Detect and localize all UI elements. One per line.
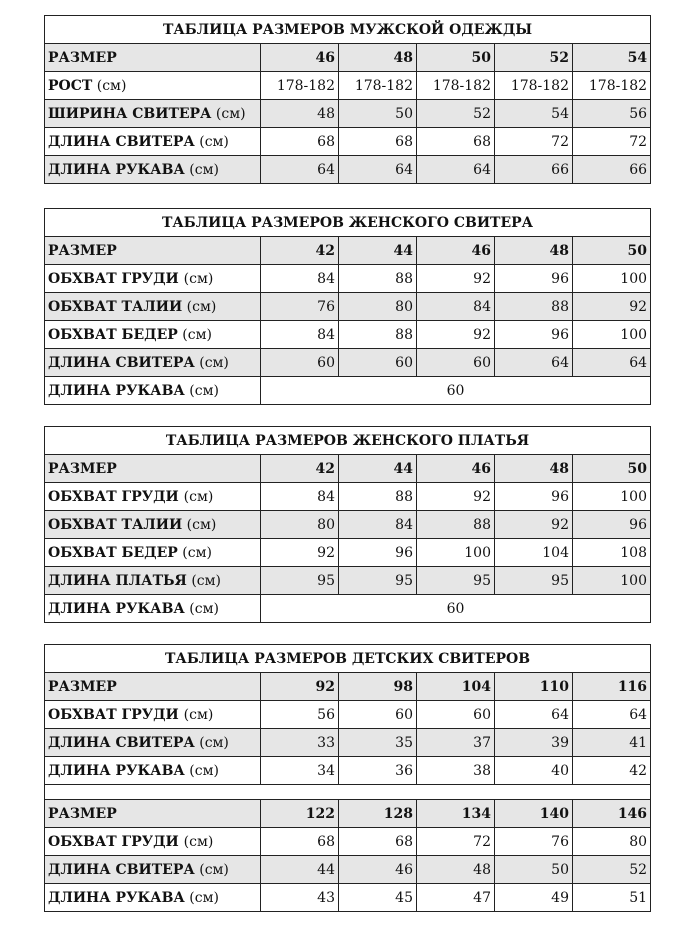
row-unit: (см) [199,734,229,751]
value-cell: 48 [495,237,573,265]
value-cell: 146 [573,800,651,828]
row-label-cell [45,884,261,912]
row-label-cell [45,595,261,623]
value-cell: 56 [573,100,651,128]
value-cell: 60 [339,701,417,729]
row-label: РАЗМЕР [48,805,117,822]
value-cell: 64 [339,156,417,184]
table-row [45,72,651,100]
value-cell: 47 [417,884,495,912]
value-cell: 100 [573,265,651,293]
value-cell: 95 [339,567,417,595]
value-cell: 37 [417,729,495,757]
row-unit: (см) [199,861,229,878]
row-label: РАЗМЕР [48,242,117,259]
row-label: ШИРИНА СВИТЕРА [48,105,212,122]
value-cell: 92 [261,673,339,701]
value-cell: 60 [339,349,417,377]
row-label-cell [45,539,261,567]
value-cell: 108 [573,539,651,567]
row-unit: (см) [199,133,229,150]
row-unit: (см) [182,326,212,343]
value-cell: 110 [495,673,573,701]
row-label-cell [45,828,261,856]
table-row [45,511,651,539]
value-cell: 40 [495,757,573,785]
value-cell: 178-182 [261,72,339,100]
value-cell: 68 [261,128,339,156]
row-unit: (см) [96,77,127,94]
value-cell: 96 [573,511,651,539]
value-cell: 100 [573,567,651,595]
value-cell: 72 [495,128,573,156]
value-cell: 43 [261,884,339,912]
row-label: ОБХВАТ ГРУДИ [48,270,184,287]
table-row [45,757,651,785]
size-header-row [45,800,651,828]
row-label: ДЛИНА ПЛАТЬЯ [48,572,187,589]
row-unit: (см) [189,600,219,617]
table-row [45,729,651,757]
table-row [45,701,651,729]
table-row [45,539,651,567]
value-cell: 33 [261,729,339,757]
value-cell: 84 [417,293,495,321]
value-cell: 35 [339,729,417,757]
table-title: ТАБЛИЦА РАЗМЕРОВ ЖЕНСКОГО ПЛАТЬЯ [45,427,651,455]
table-title-row [45,427,651,455]
row-label: ДЛИНА РУКАВА [48,382,185,399]
row-label: ДЛИНА РУКАВА [48,600,185,617]
table-row [45,856,651,884]
row-label: РОСТ [48,77,93,94]
value-cell: 50 [417,44,495,72]
women-sweater-size-table [44,208,651,405]
value-cell: 64 [495,701,573,729]
table-row [45,884,651,912]
value-cell: 34 [261,757,339,785]
table-row [45,595,651,623]
value-cell: 64 [417,156,495,184]
value-cell: 100 [573,321,651,349]
table-row [45,321,651,349]
table-row [45,100,651,128]
table-row [45,265,651,293]
value-cell: 64 [495,349,573,377]
value-cell: 96 [495,483,573,511]
value-cell: 51 [573,884,651,912]
row-label: ДЛИНА СВИТЕРА [48,861,195,878]
table-title: ТАБЛИЦА РАЗМЕРОВ ДЕТСКИХ СВИТЕРОВ [45,645,651,673]
value-cell: 84 [261,483,339,511]
men-size-table [44,15,651,184]
value-cell: 116 [573,673,651,701]
row-label: ОБХВАТ ТАЛИИ [48,298,183,315]
value-cell: 45 [339,884,417,912]
row-label-cell [45,511,261,539]
table-row [45,156,651,184]
merged-value-cell: 60 [261,595,651,623]
value-cell: 50 [573,237,651,265]
value-cell: 68 [339,828,417,856]
row-unit: (см) [189,161,219,178]
table-row [45,293,651,321]
value-cell: 96 [495,321,573,349]
value-cell: 66 [495,156,573,184]
table-row [45,349,651,377]
table-title: ТАБЛИЦА РАЗМЕРОВ МУЖСКОЙ ОДЕЖДЫ [45,16,651,44]
women-dress-size-table [44,426,651,623]
value-cell: 84 [261,265,339,293]
row-label: ДЛИНА СВИТЕРА [48,734,195,751]
row-unit: (см) [186,516,217,533]
value-cell: 48 [261,100,339,128]
value-cell: 36 [339,757,417,785]
row-label-cell [45,377,261,405]
row-label: ДЛИНА СВИТЕРА [48,133,195,150]
size-header-row [45,237,651,265]
row-label: ДЛИНА РУКАВА [48,161,185,178]
row-label-cell [45,757,261,785]
value-cell: 50 [573,455,651,483]
kids-sweater-size-table [44,644,651,912]
table-row [45,483,651,511]
row-unit: (см) [182,544,212,561]
value-cell: 88 [339,483,417,511]
row-label-cell [45,856,261,884]
value-cell: 72 [417,828,495,856]
row-label-cell [45,673,261,701]
value-cell: 76 [261,293,339,321]
value-cell: 60 [417,701,495,729]
value-cell: 140 [495,800,573,828]
value-cell: 178-182 [339,72,417,100]
row-label: ОБХВАТ ТАЛИИ [48,516,183,533]
value-cell: 95 [417,567,495,595]
value-cell: 95 [261,567,339,595]
row-label-cell [45,800,261,828]
row-label: ОБХВАТ ГРУДИ [48,833,184,850]
value-cell: 60 [417,349,495,377]
value-cell: 104 [495,539,573,567]
value-cell: 92 [417,483,495,511]
size-header-row [45,673,651,701]
row-unit: (см) [183,706,214,723]
row-unit: (см) [183,270,214,287]
merged-value-cell: 60 [261,377,651,405]
value-cell: 46 [261,44,339,72]
value-cell: 178-182 [417,72,495,100]
value-cell: 96 [339,539,417,567]
table-spacer-row [45,785,651,800]
row-unit: (см) [189,382,219,399]
value-cell: 50 [339,100,417,128]
value-cell: 92 [495,511,573,539]
value-cell: 48 [417,856,495,884]
value-cell: 84 [339,511,417,539]
value-cell: 38 [417,757,495,785]
table-row [45,128,651,156]
row-label-cell [45,237,261,265]
value-cell: 92 [261,539,339,567]
value-cell: 44 [261,856,339,884]
value-cell: 178-182 [573,72,651,100]
value-cell: 60 [261,349,339,377]
value-cell: 52 [495,44,573,72]
value-cell: 44 [339,237,417,265]
value-cell: 46 [339,856,417,884]
row-label: ОБХВАТ БЕДЕР [48,326,178,343]
row-unit: (см) [183,488,214,505]
row-label: ДЛИНА РУКАВА [48,762,185,779]
value-cell: 48 [339,44,417,72]
value-cell: 41 [573,729,651,757]
value-cell: 68 [417,128,495,156]
row-label: ОБХВАТ ГРУДИ [48,488,184,505]
value-cell: 46 [417,455,495,483]
value-cell: 39 [495,729,573,757]
table-row [45,567,651,595]
row-label: ОБХВАТ БЕДЕР [48,544,178,561]
value-cell: 50 [495,856,573,884]
row-label-cell [45,729,261,757]
value-cell: 42 [261,237,339,265]
value-cell: 128 [339,800,417,828]
value-cell: 88 [495,293,573,321]
value-cell: 134 [417,800,495,828]
value-cell: 96 [495,265,573,293]
row-label-cell [45,100,261,128]
row-label: ДЛИНА РУКАВА [48,889,185,906]
row-label-cell [45,483,261,511]
value-cell: 64 [573,701,651,729]
value-cell: 100 [417,539,495,567]
table-title: ТАБЛИЦА РАЗМЕРОВ ЖЕНСКОГО СВИТЕРА [45,209,651,237]
value-cell: 54 [573,44,651,72]
value-cell: 95 [495,567,573,595]
value-cell: 98 [339,673,417,701]
row-unit: (см) [189,762,219,779]
row-label-cell [45,701,261,729]
row-label-cell [45,128,261,156]
value-cell: 92 [417,321,495,349]
value-cell: 48 [495,455,573,483]
value-cell: 66 [573,156,651,184]
row-unit: (см) [191,572,221,589]
row-label: РАЗМЕР [48,460,117,477]
row-unit: (см) [189,889,219,906]
value-cell: 178-182 [495,72,573,100]
value-cell: 72 [573,128,651,156]
row-unit: (см) [183,833,214,850]
value-cell: 84 [261,321,339,349]
value-cell: 92 [573,293,651,321]
row-label-cell [45,265,261,293]
table-title-row [45,209,651,237]
value-cell: 122 [261,800,339,828]
value-cell: 49 [495,884,573,912]
row-label-cell [45,293,261,321]
row-label: ДЛИНА СВИТЕРА [48,354,195,371]
value-cell: 68 [261,828,339,856]
table-row [45,828,651,856]
table-title-row [45,16,651,44]
row-label: ОБХВАТ ГРУДИ [48,706,184,723]
value-cell: 80 [261,511,339,539]
value-cell: 88 [339,321,417,349]
value-cell: 76 [495,828,573,856]
row-label-cell [45,72,261,100]
value-cell: 52 [417,100,495,128]
value-cell: 80 [339,293,417,321]
row-label: РАЗМЕР [48,678,117,695]
value-cell: 64 [573,349,651,377]
value-cell: 46 [417,237,495,265]
row-label-cell [45,321,261,349]
value-cell: 80 [573,828,651,856]
value-cell: 42 [261,455,339,483]
row-label-cell [45,44,261,72]
value-cell: 42 [573,757,651,785]
size-header-row [45,44,651,72]
value-cell: 54 [495,100,573,128]
row-label-cell [45,156,261,184]
row-label-cell [45,455,261,483]
row-unit: (см) [215,105,246,122]
value-cell: 52 [573,856,651,884]
row-label: РАЗМЕР [48,49,117,66]
value-cell: 104 [417,673,495,701]
spacer-cell [45,785,651,800]
value-cell: 100 [573,483,651,511]
value-cell: 44 [339,455,417,483]
row-label-cell [45,567,261,595]
table-row [45,377,651,405]
size-header-row [45,455,651,483]
row-label-cell [45,349,261,377]
value-cell: 64 [261,156,339,184]
row-unit: (см) [186,298,217,315]
row-unit: (см) [199,354,229,371]
value-cell: 92 [417,265,495,293]
value-cell: 56 [261,701,339,729]
value-cell: 88 [339,265,417,293]
value-cell: 68 [339,128,417,156]
value-cell: 88 [417,511,495,539]
table-title-row [45,645,651,673]
